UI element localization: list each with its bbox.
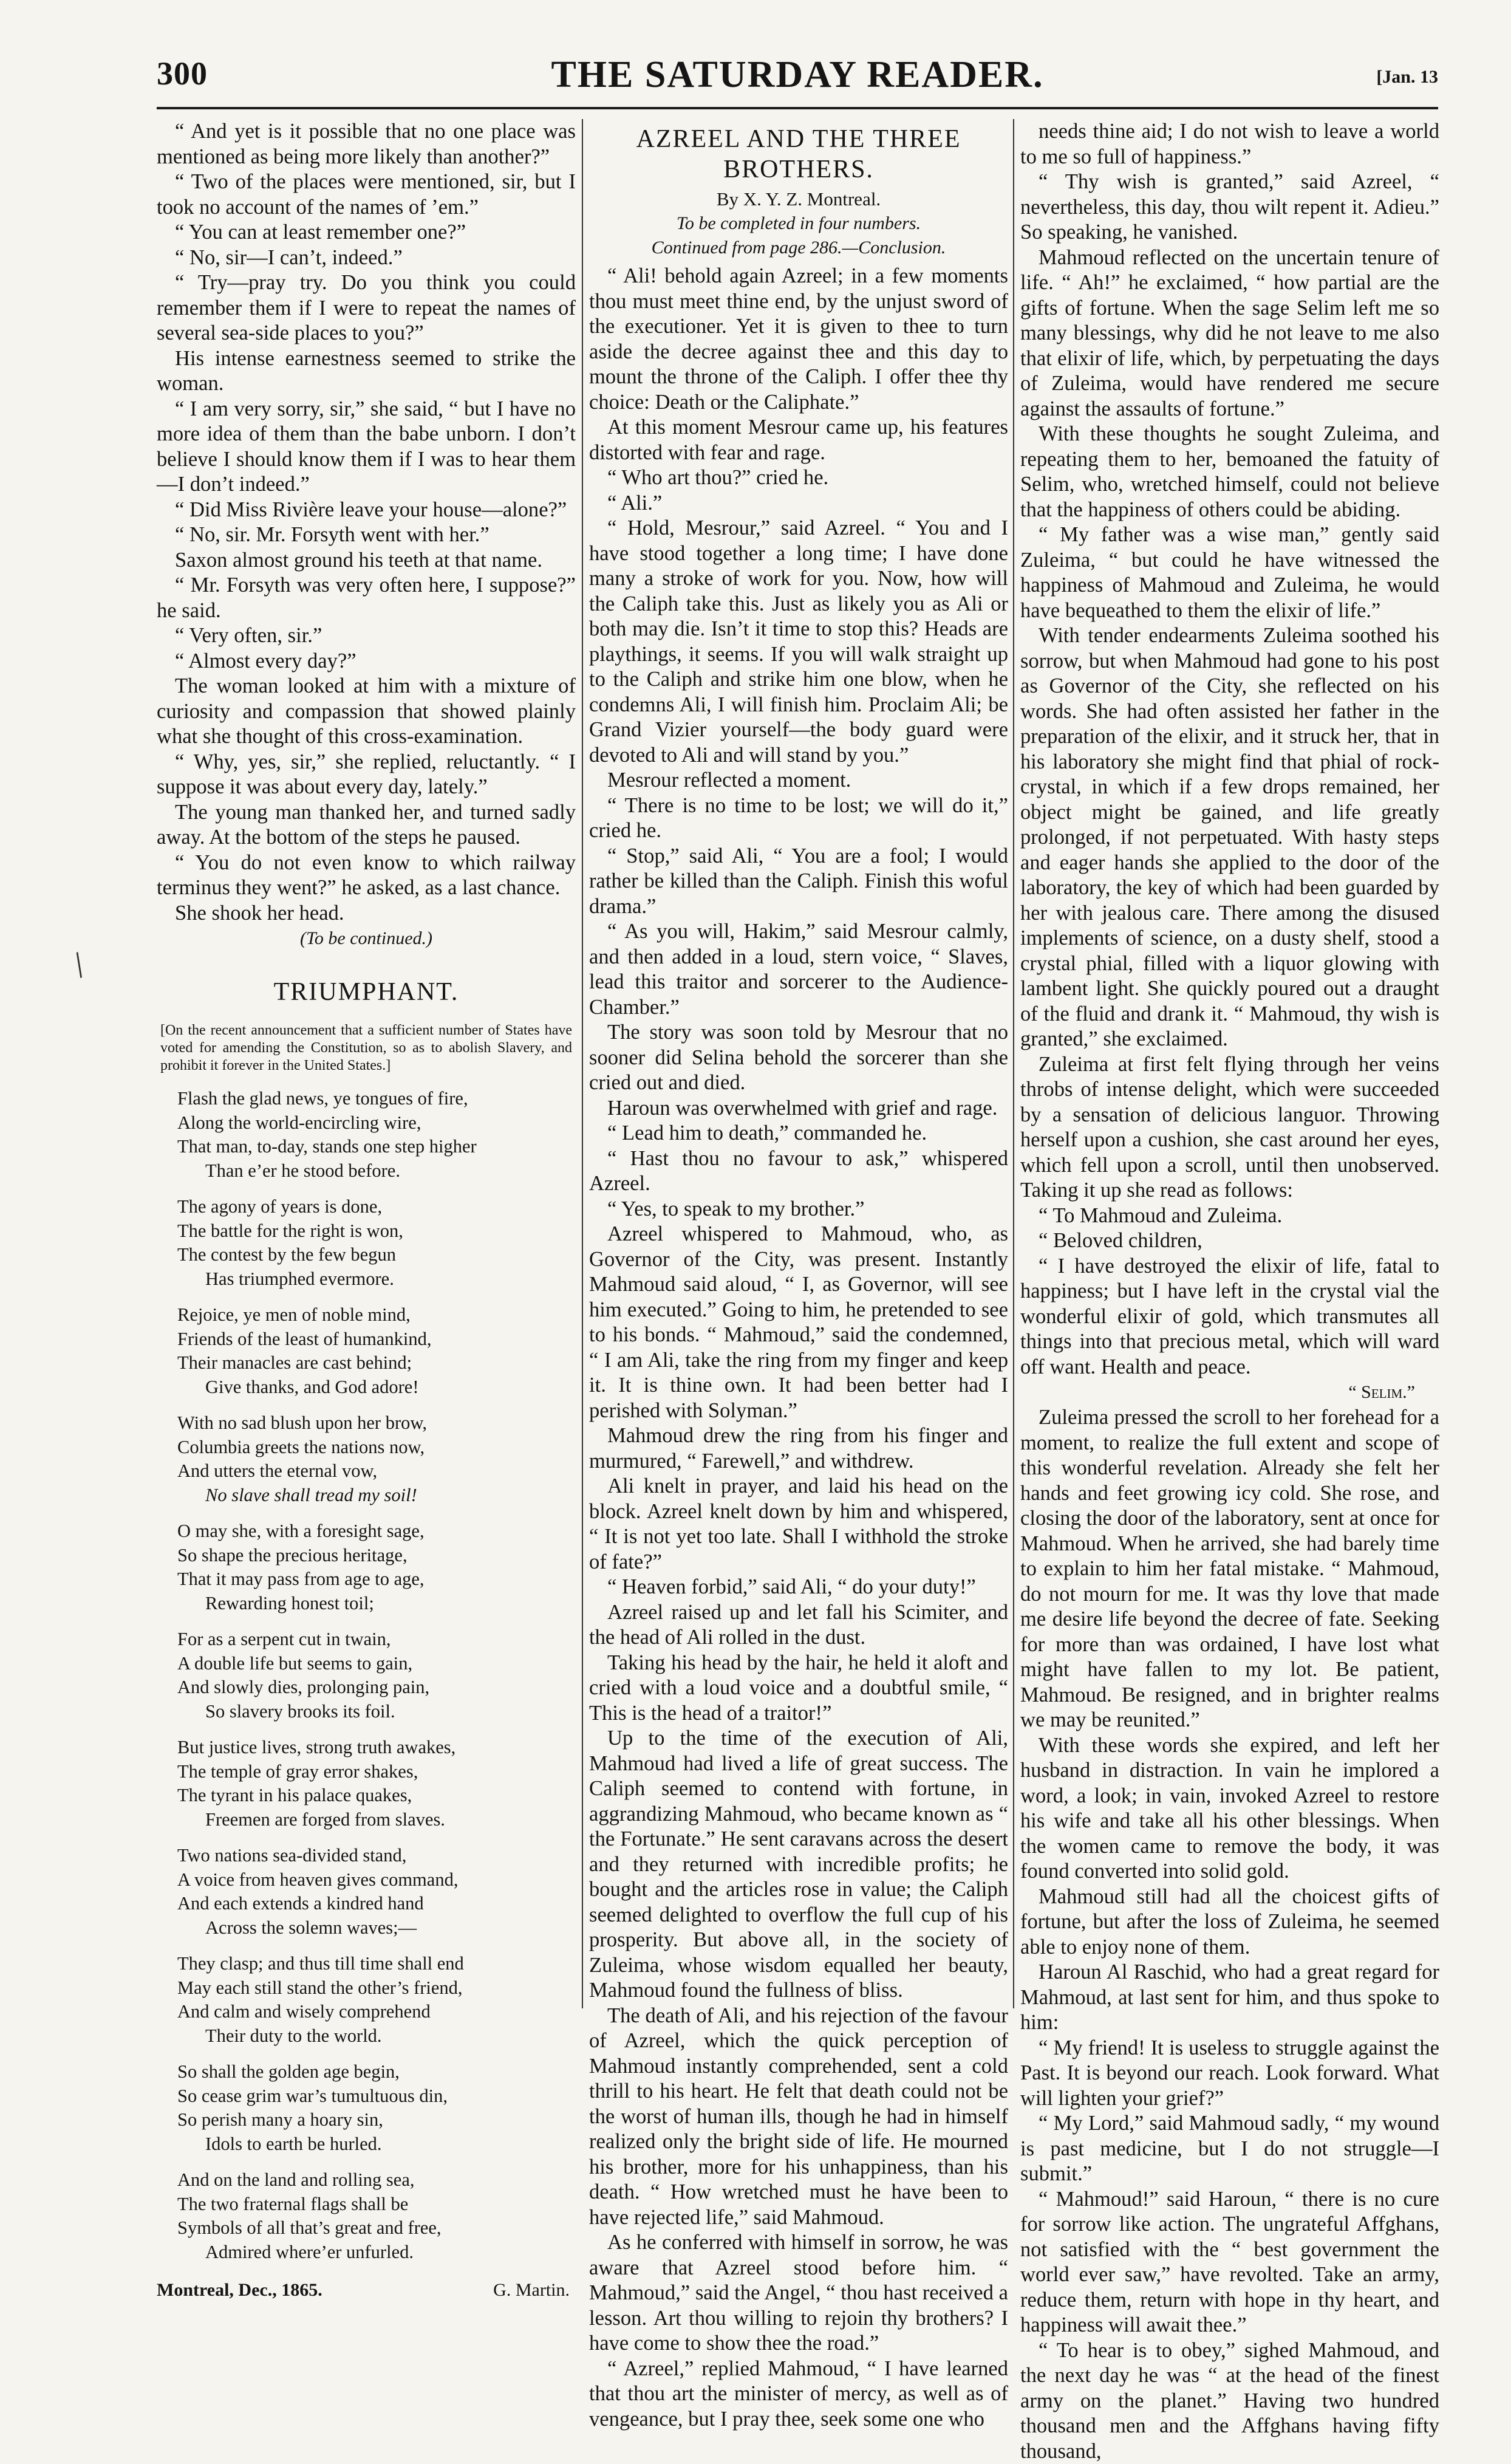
poem-stanza (177, 1952, 576, 2048)
paragraph: “ Almost every day?” (157, 649, 576, 674)
poem-line: Symbols of all that’s great and free, (177, 2216, 576, 2240)
column-3 (1020, 119, 1439, 2014)
poem-signoff (157, 2276, 576, 2307)
poem-line: With no sad blush upon her brow, (177, 1411, 576, 1436)
poem-stanza (177, 1411, 576, 1507)
paragraph: Mahmoud reflected on the uncertain tenure of life. “ Ah!” he exclaimed, “ how partial are the gifts of fortune. When the sage Selim left me so many blessings, why did he not leave to me also that elixir of life, which, by perpetuating the days of Zuleima, would have rendered me secure against the assaults of fortune.” (1020, 245, 1439, 422)
poem-line: But justice lives, strong truth awakes, (177, 1736, 576, 1760)
paragraph: “ My father was a wise man,” gently said Zuleima, “ but could he have witnessed the happiness of Mahmoud and Zuleima, he would have bequeathed to them the elixir of life.” (1020, 522, 1439, 623)
poem-stanza (177, 1303, 576, 1399)
poem-line: A double life but seems to gain, (177, 1652, 576, 1676)
poem-line: The tyrant in his palace quakes, (177, 1784, 576, 1808)
paragraph: Haroun Al Raschid, who had a great regard for Mahmoud, at last sent for him, and thus spoke to him: (1020, 1960, 1439, 2036)
poem-line: Their duty to the world. (177, 2024, 576, 2048)
paragraph: “ You do not even know to which railway terminus they went?” he asked, as a last chance. (157, 850, 576, 901)
story-text (589, 264, 1008, 2432)
column-rule-1 (582, 119, 583, 2008)
column-rule-2 (1013, 119, 1014, 2008)
poem-line: And slowly dies, prolonging pain, (177, 1675, 576, 1700)
poem-line: O may she, with a foresight sage, (177, 1519, 576, 1544)
paragraph: “ Who art thou?” cried he. (589, 465, 1008, 491)
poem-line: And on the land and rolling sea, (177, 2168, 576, 2192)
poem-title: TRIUMPHANT. (157, 977, 576, 1007)
poem-stanza (177, 1519, 576, 1615)
paragraph: His intense earnestness seemed to strike the woman. (157, 346, 576, 397)
byline-note: To be completed in four numbers. (589, 211, 1008, 236)
poem-line: Friends of the least of humankind, (177, 1327, 576, 1352)
place-date: Montreal, Dec., 1865. (157, 2280, 322, 2301)
poem-line: The battle for the right is won, (177, 1219, 576, 1244)
poem-stanza (177, 1736, 576, 1832)
poem-line: Rejoice, ye men of noble mind, (177, 1303, 576, 1327)
poem-line: Two nations sea-divided stand, (177, 1844, 576, 1868)
paragraph: “ My friend! It is useless to struggle against the Past. It is beyond our reach. Look forward. What will lighten your grief?” (1020, 2036, 1439, 2112)
paragraph: Mahmoud still had all the choicest gifts of fortune, but after the loss of Zuleima, he seemed able to enjoy none of them. (1020, 1884, 1439, 1960)
poem-line: So shall the golden age begin, (177, 2060, 576, 2084)
paragraph: “ Hold, Mesrour,” said Azreel. “ You and I have stood together a long time; I have done many a stroke of work for you. Now, how will the Caliph take this. Just as likely you as Ali or both may die. Isn’t it time to stop this? Heads are playthings, it seems. If you will walk straight up to the Caliph and strike him one blow, when he condemns Ali, I will finish him. Proclaim Ali; be Grand Vizier yourself—the body guard were devoted to Ali and will stand by you.” (589, 516, 1008, 768)
paragraph: The young man thanked her, and turned sadly away. At the bottom of the steps he paused. (157, 800, 576, 850)
poem-line: The temple of gray error shakes, (177, 1760, 576, 1784)
paragraph: “ Lead him to death,” commanded he. (589, 1121, 1008, 1146)
poem-line: So slavery brooks its foil. (177, 1700, 576, 1724)
paragraph: “ Mr. Forsyth was very often here, I suppose?” he said. (157, 573, 576, 623)
letter-signature: “ Selim.” (1020, 1380, 1439, 1405)
poem-stanza (177, 1627, 576, 1723)
paragraph: Zuleima pressed the scroll to her forehead for a moment, to realize the full extent and scope of this wonderful revelation. Already she felt her hands and feet growing icy cold. She rose, and closing the door of the laboratory, sent at once for Mahmoud. When he arrived, she had barely time to explain to him her fatal mistake. “ Mahmoud, do not mourn for me. It was thy love that made me desire life beyond the decree of fate. Seeking for more than was ordained, I have lost what might have fallen to my lot. Be patient, Mahmoud. Be resigned, and in brighter realms we may be reunited.” (1020, 1405, 1439, 1733)
paragraph: “ As you will, Hakim,” said Mesrour calmly, and then added in a loud, stern voice, “ Slaves, lead this traitor and sorcerer to the Audience-Chamber.” (589, 919, 1008, 1020)
paragraph: “ Did Miss Rivière leave your house—alone?” (157, 498, 576, 523)
paragraph: Azreel raised up and let fall his Scimiter, and the head of Ali rolled in the dust. (589, 1600, 1008, 1651)
poem-line: That it may pass from age to age, (177, 1567, 576, 1592)
paragraph: needs thine aid; I do not wish to leave a world to me so full of happiness.” (1020, 119, 1439, 169)
poem-line: Give thanks, and God adore! (177, 1375, 576, 1400)
paragraph: “ Beloved children, (1020, 1228, 1439, 1254)
poem-line: Across the solemn waves;— (177, 1916, 576, 1940)
paragraph: “ Mahmoud!” said Haroun, “ there is no cure for sorrow like action. The ungrateful Affghans, not satisfied with the “ best government the world ever saw,” have revolted. Take an army, reduce them, return with hope in thy heart, and happiness will await thee.” (1020, 2187, 1439, 2338)
paragraph: “ Hast thou no favour to ask,” whispered Azreel. (589, 1146, 1008, 1197)
page-number: 300 (157, 55, 208, 92)
story-byline: By X. Y. Z. Montreal. (589, 187, 1008, 211)
paragraph: Zuleima at first felt flying through her veins throbs of intense delight, which were succeeded by a sensation of delicious languor. Throwing herself upon a cushion, she cast around her eyes, which fell upon a scroll, until then unobserved. Taking it up she read as follows: (1020, 1052, 1439, 1203)
paragraph: “ Yes, to speak to my brother.” (589, 1197, 1008, 1222)
paragraph: “ Two of the places were mentioned, sir, but I took no account of the names of ’em.” (157, 169, 576, 220)
story-text-continued (1020, 119, 1439, 1380)
marginal-pencil-mark: / (65, 944, 94, 986)
publication-title: THE SATURDAY READER. (157, 53, 1438, 97)
poem-body (157, 1087, 576, 2264)
paragraph: The woman looked at him with a mixture of curiosity and compassion that showed plainly what she thought of this cross-examination. (157, 674, 576, 750)
paragraph: “ Azreel,” replied Mahmoud, “ I have learned that thou art the minister of mercy, as well as of vengeance, but I pray thee, seek some one who (589, 2356, 1008, 2432)
poem-stanza (177, 2060, 576, 2156)
poem-line: They clasp; and thus till time shall end (177, 1952, 576, 1976)
column-1 (157, 119, 576, 2014)
poem-line: Than e’er he stood before. (177, 1159, 576, 1183)
poem-line: And utters the eternal vow, (177, 1459, 576, 1484)
poem-stanza (177, 1195, 576, 1291)
header-rule (157, 107, 1438, 109)
paragraph: Taking his head by the hair, he held it aloft and cried with a loud voice and a doubtful smile, “ This is the head of a traitor!” (589, 1651, 1008, 1727)
poem-line: And calm and wisely comprehend (177, 2000, 576, 2024)
column-2 (589, 119, 1008, 2014)
paragraph: Azreel whispered to Mahmoud, who, as Governor of the City, was present. Instantly Mahmoud said aloud, “ I, as Governor, will see him executed.” Going to him, he pretended to see to his bonds. “ Mahmoud,” said the condemned, “ I am Ali, take the ring from my finger and keep it. It is thine own. It had been better had I perished with Solyman.” (589, 1222, 1008, 1423)
poem-line: For as a serpent cut in twain, (177, 1627, 576, 1652)
paragraph: “ To hear is to obey,” sighed Mahmoud, and the next day he was “ at the head of the finest army on the planet.” Having two hundred thousand men and the Affghans having fifty thousand, (1020, 2338, 1439, 2464)
paragraph: As he conferred with himself in sorrow, he was aware that Azreel stood before him. “ Mahmoud,” said the Angel, “ thou hast received a lesson. Art thou willing to rejoin thy brothers? I have come to show thee the road.” (589, 2230, 1008, 2356)
paragraph: At this moment Mesrour came up, his features distorted with fear and rage. (589, 415, 1008, 465)
paragraph: “ Ali! behold again Azreel; in a few moments thou must meet thine end, by the unjust sword of the executioner. Yet it is given to thee to turn aside the decree against thee and this day to mount the throne of the Caliph. I offer thee thy choice: Death or the Caliphate.” (589, 264, 1008, 415)
poem-stanza (177, 2168, 576, 2264)
paragraph: “ Thy wish is granted,” said Azreel, “ nevertheless, this day, thou wilt repent it. Adieu.” So speaking, he vanished. (1020, 169, 1439, 245)
issue-date: [Jan. 13 (1376, 67, 1438, 87)
paragraph: “ You can at least remember one?” (157, 220, 576, 245)
story-title: AZREEL AND THE THREE BROTHERS. (589, 119, 1008, 185)
poem-line: A voice from heaven gives command, (177, 1868, 576, 1892)
paragraph: The story was soon told by Mesrour that no sooner did Selina behold the sorcerer than she cried out and died. (589, 1020, 1008, 1096)
to-be-continued-note: (To be continued.) (157, 926, 576, 951)
poem-line: The agony of years is done, (177, 1195, 576, 1219)
paragraph: “ No, sir—I can’t, indeed.” (157, 245, 576, 271)
poem-line: That man, to-day, stands one step higher (177, 1135, 576, 1159)
poem-epigraph: [On the recent announcement that a sufficient number of States have voted for amending the Constitution, so as to abolish Slavery, and prohibit it forever in the United States.] (160, 1022, 572, 1075)
poem-line: So perish many a hoary sin, (177, 2108, 576, 2132)
paragraph: Up to the time of the execution of Ali, Mahmoud had lived a life of great success. The Caliph seemed to contend with fortune, in aggrandizing Mahmoud, who became known as “ the Fortunate.” He sent caravans across the desert and they returned with incredible profits; he bought and the articles rose in value; the Caliph seemed delighted to overflow the full cup of his prosperity. But above all, in the society of Zuleima, whose wisdom equalled her beauty, Mahmoud found the fullness of bliss. (589, 1726, 1008, 2004)
serial-story-text (157, 119, 576, 926)
paragraph: She shook her head. (157, 901, 576, 926)
poem-line: May each still stand the other’s friend, (177, 1976, 576, 2000)
poem-line: The contest by the few begun (177, 1243, 576, 1267)
paragraph: “ I am very sorry, sir,” she said, “ but I have no more idea of them than the babe unborn. I don’t believe I should know them if I was to hear them—I don’t indeed.” (157, 397, 576, 498)
poem-line: Columbia greets the nations now, (177, 1436, 576, 1460)
paragraph: “ No, sir. Mr. Forsyth went with her.” (157, 522, 576, 548)
paragraph: “ Heaven forbid,” said Ali, “ do your duty!” (589, 1575, 1008, 1600)
poem-line: Rewarding honest toil; (177, 1592, 576, 1616)
paragraph: “ Stop,” said Ali, “ You are a fool; I would rather be killed than the Caliph. Finish this woful drama.” (589, 844, 1008, 920)
paragraph: With tender endearments Zuleima soothed his sorrow, but when Mahmoud had gone to his post as Governor of the City, she reflected on his words. She had often assisted her father in the preparation of the elixir, and it struck her, that in his laboratory she might find that phial of rock-crystal, in which if a few drops remained, her object might be gained, and life greatly prolonged, if not perpetuated. With hasty steps and eager hands she applied to the door of the laboratory, the key of which had been guarded by her with jealous care. There among the disused implements of science, on a dusty shelf, stood a crystal phial, filled with a liquor glowing with lambent light. She quickly poured out a draught of the fluid and drank it. “ Mahmoud, thy wish is granted,” she exclaimed. (1020, 623, 1439, 1052)
paragraph: “ To Mahmoud and Zuleima. (1020, 1203, 1439, 1229)
poem-line: Admired where’er unfurled. (177, 2240, 576, 2265)
page-header (157, 49, 1438, 103)
paragraph: “ My Lord,” said Mahmoud sadly, “ my wound is past medicine, but I do not struggle—I submit.” (1020, 2111, 1439, 2187)
story-text-continued-2 (1020, 1405, 1439, 2464)
paragraph: Mesrour reflected a moment. (589, 768, 1008, 793)
poem-line: And each extends a kindred hand (177, 1892, 576, 1916)
poem-line: So shape the precious heritage, (177, 1544, 576, 1568)
paragraph: “ I have destroyed the elixir of life, fatal to happiness; but I have left in the crystal vial the wonderful elixir of gold, which transmutes all things into that precious metal, which will ward off want. Health and peace. (1020, 1254, 1439, 1380)
paragraph: Saxon almost ground his teeth at that name. (157, 548, 576, 573)
paragraph: Ali knelt in prayer, and laid his head on the block. Azreel knelt down by him and whispered, “ It is not yet too late. Shall I withhold the stroke of fate?” (589, 1474, 1008, 1575)
paragraph: “ Very often, sir.” (157, 623, 576, 649)
paragraph: With these words she expired, and left her husband in distraction. In vain he implored a word, a look; in vain, invoked Azreel to restore his wife and take all his other blessings. When the women came to remove the body, it was found converted into solid gold. (1020, 1733, 1439, 1884)
poem-line: Freemen are forged from slaves. (177, 1808, 576, 1832)
poem-line: Idols to earth be hurled. (177, 2132, 576, 2157)
poem-author: G. Martin. (493, 2280, 570, 2301)
poem-stanza (177, 1087, 576, 1183)
paragraph: Mahmoud drew the ring from his finger and murmured, “ Farewell,” and withdrew. (589, 1423, 1008, 1474)
poem-line: The two fraternal flags shall be (177, 2192, 576, 2217)
paragraph: “ And yet is it possible that no one place was mentioned as being more likely than another?” (157, 119, 576, 169)
poem-line: No slave shall tread my soil! (177, 1484, 576, 1508)
poem-line: Has triumphed evermore. (177, 1267, 576, 1292)
continued-from-note: Continued from page 286.—Conclusion. (589, 236, 1008, 260)
paragraph: “ Why, yes, sir,” she replied, reluctantly. “ I suppose it was about every day, lately.” (157, 750, 576, 800)
poem-line: Flash the glad news, ye tongues of fire, (177, 1087, 576, 1111)
paragraph: With these thoughts he sought Zuleima, and repeating them to her, bemoaned the fatuity of Selim, who, wretched himself, could not believe that the happiness of others could be abiding. (1020, 422, 1439, 522)
paragraph: “ Ali.” (589, 491, 1008, 516)
poem-line: Along the world-encircling wire, (177, 1111, 576, 1135)
paragraph: Haroun was overwhelmed with grief and rage. (589, 1096, 1008, 1121)
paragraph: “ There is no time to be lost; we will do it,” cried he. (589, 793, 1008, 844)
poem-line: So cease grim war’s tumultuous din, (177, 2084, 576, 2109)
paragraph: “ Try—pray try. Do you think you could remember them if I were to repeat the names of several sea-side places to you?” (157, 270, 576, 346)
poem-stanza (177, 1844, 576, 1940)
poem-line: Their manacles are cast behind; (177, 1351, 576, 1375)
paragraph: The death of Ali, and his rejection of the favour of Azreel, which the quick perception of Mahmoud instantly comprehended, sent a cold thrill to his heart. He felt that death could not be the worst of human ills, though he had in himself realized only the bright side of life. He mourned his brother, more for his unhappiness, than his death. “ How wretched must he have been to have rejected life,” said Mahmoud. (589, 2004, 1008, 2231)
